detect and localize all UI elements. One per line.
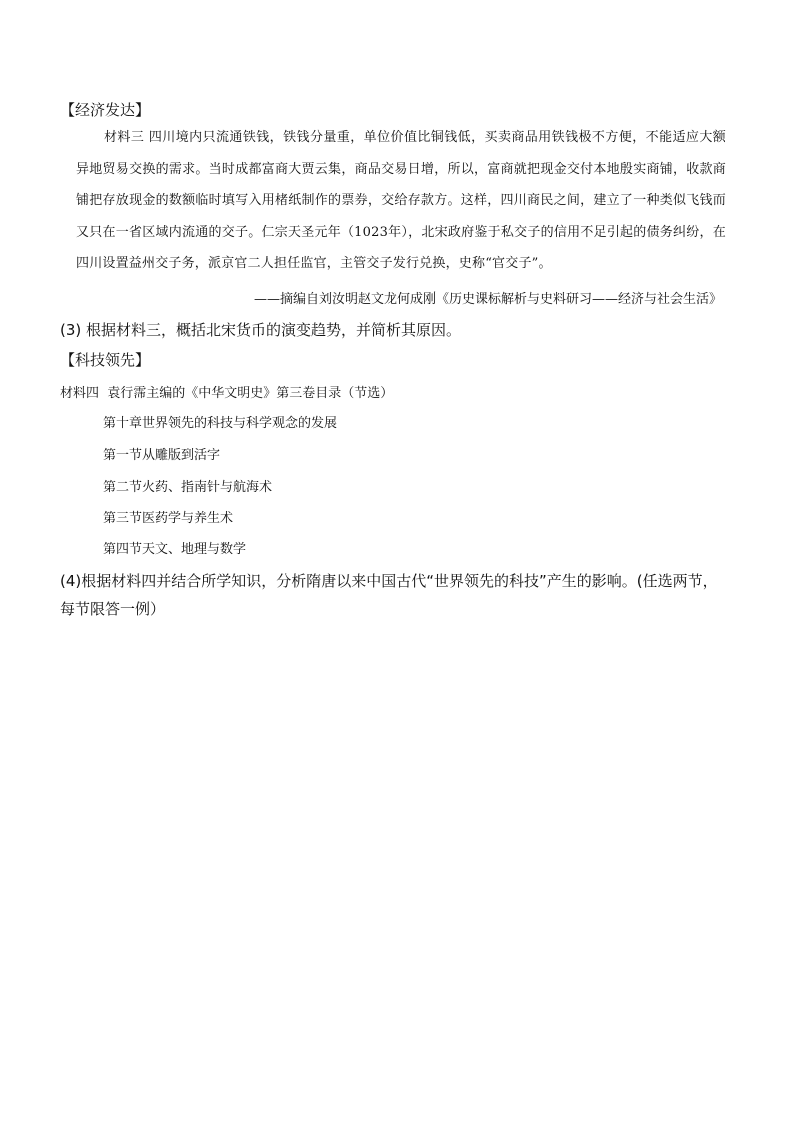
toc-item-chapter: 第十章世界领先的科技与科学观念的发展 — [103, 416, 338, 431]
question-4: (4)根据材料四并结合所学知识，分析隋唐以来中国古代“世界领先的科技”产生的影响。(任选两节，每节限答一例） — [60, 572, 718, 618]
toc-item-section-1: 第一节从雕版到活字 — [103, 448, 221, 463]
toc-item-section-3: 第三节医药学与养生术 — [103, 511, 234, 526]
material-3-label: 材料三 — [104, 130, 145, 145]
material-4-heading: 材料四 袁行霈主编的《中华文明史》第三卷目录（节选） — [60, 386, 394, 401]
toc-item-section-2: 第二节火药、指南针与航海术 — [103, 480, 273, 495]
section-title-economy: 【经济发达】 — [60, 101, 151, 119]
material-3-source: ——摘编自刘汝明赵文龙何成刚《历史课标解析与史料研习——经济与社会生活》 — [253, 292, 722, 307]
material-3-paragraph — [76, 122, 726, 280]
material-3-text: 四川境内只流通铁钱，铁钱分量重，单位价值比铜钱低，买卖商品用铁钱极不方便，不能适应大额异地贸易交换的需求。当时成都富商大贾云集，商品交易日增，所以，富商就把现金交付本地殷实商铺，收款商铺把存放现金的数额临时填写入用楮纸制作的票券，交给存款方。这样，四川商民之间，建立了一种类似飞钱而又只在一省区域内流通的交子。仁宗天圣元年（1023年），北宋政府鉴于私交子的信用不足引起的债务纠纷，在四川设置益州交子务，派京官二人担任监官，主管交子发行兑换，史称“官交子”。 — [76, 130, 726, 271]
toc-item-section-4: 第四节天文、地理与数学 — [103, 542, 247, 557]
section-title-tech: 【科技领先】 — [60, 351, 151, 369]
question-3: (3) 根据材料三，概括北宋货币的演变趋势，并简析其原因。 — [60, 321, 462, 339]
